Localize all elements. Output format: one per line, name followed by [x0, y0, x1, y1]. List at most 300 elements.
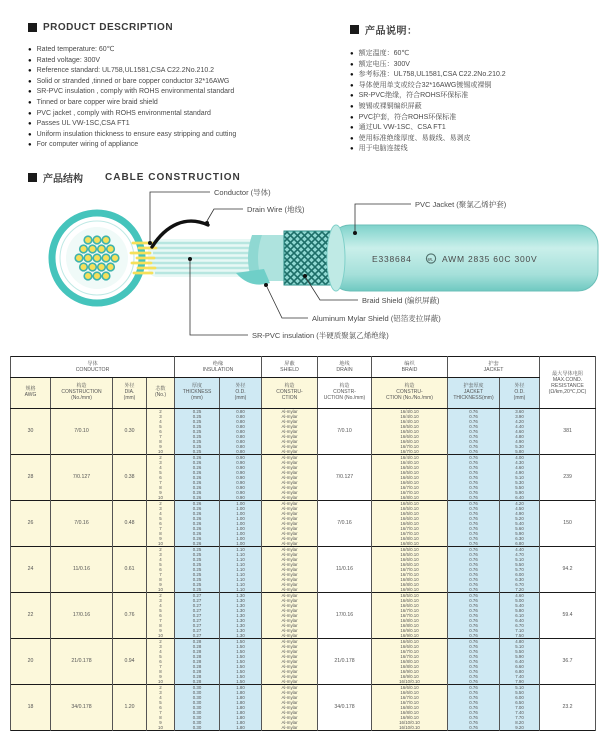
jacket-od-cell: 5.00: [500, 598, 540, 603]
description-item-cn: [350, 113, 588, 124]
description-section: [28, 22, 588, 155]
shield-construction-cell: Al-mylar: [262, 449, 318, 455]
column-sub-header: 构造 CONSTR- UCTION (No./mm): [318, 378, 372, 409]
insulation-od-cell: 0.80: [220, 424, 262, 429]
insulation-thickness-cell: 0.25: [175, 562, 220, 567]
drain-construction-cell: 7/0.127: [318, 455, 372, 501]
insulation-od-cell: 1.50: [220, 669, 262, 674]
conductor-dia-cell: 0.94: [113, 639, 147, 685]
shield-construction-cell: Al-mylar: [262, 613, 318, 618]
insulation-thickness-cell: 0.28: [175, 664, 220, 669]
jacket-thickness-cell: 0.76: [448, 603, 500, 608]
description-item: [28, 66, 350, 77]
drain-construction-cell: 7/0.10: [318, 409, 372, 455]
jacket-thickness-cell: 0.76: [448, 700, 500, 705]
shield-construction-cell: Al-mylar: [262, 659, 318, 664]
description-item-cn: [350, 123, 588, 134]
bullet-text: PVC jacket , comply with ROHS environmental standard: [36, 109, 211, 117]
insulation-thickness-cell: 0.25: [175, 449, 220, 455]
description-item-cn: [350, 102, 588, 113]
insulation-od-cell: 1.10: [220, 547, 262, 553]
core-count-cell: 6: [147, 705, 175, 710]
shield-construction-cell: Al-mylar: [262, 720, 318, 725]
description-item: [28, 119, 350, 130]
braid-construction-cell: 16/5/0.10: [372, 470, 448, 475]
jacket-thickness-cell: 0.76: [448, 674, 500, 679]
insulation-thickness-cell: 0.26: [175, 526, 220, 531]
insulation-od-cell: 0.90: [220, 460, 262, 465]
jacket-od-cell: 4.40: [500, 547, 540, 553]
jacket-print-spec: AWM 2835 60C 300V: [442, 254, 538, 264]
bullet-text: Reference standard: UL758,UL1581,CSA C22.2No.210.2: [36, 67, 215, 75]
jacket-thickness-cell: 0.76: [448, 460, 500, 465]
insulation-thickness-cell: 0.26: [175, 490, 220, 495]
jacket-thickness-cell: 0.76: [448, 409, 500, 415]
insulation-thickness-cell: 0.26: [175, 470, 220, 475]
braid-construction-cell: 16/7/0.10: [372, 490, 448, 495]
column-sub-header: 构造 CONSTRUCTION (No./mm): [51, 378, 113, 409]
core-count-cell: 10: [147, 587, 175, 593]
insulation-thickness-cell: 0.28: [175, 679, 220, 685]
bullet-icon: ●: [350, 146, 354, 153]
awg-cell: 30: [11, 409, 51, 455]
jacket-thickness-cell: 0.76: [448, 659, 500, 664]
jacket-od-cell: 5.50: [500, 485, 540, 490]
jacket-od-cell: 5.80: [500, 449, 540, 455]
resistance-header: 最大导体电阻 MAX.COND. RESISTANCE (Ω/km,20℃,DC): [540, 357, 596, 409]
jacket-od-cell: 7.10: [500, 628, 540, 633]
jacket-thickness-cell: 0.76: [448, 480, 500, 485]
insulation-thickness-cell: 0.27: [175, 603, 220, 608]
bullet-text: 镀锡或裸铜编织屏蔽: [358, 102, 422, 110]
column-sub-header: 规格 AWG: [11, 378, 51, 409]
braid-construction-cell: 16/8/0.10: [372, 577, 448, 582]
braid-construction-cell: 16/5/0.10: [372, 506, 448, 511]
bullet-text: 导体使用单支或绞合32*16AWG镀锡或裸铜: [358, 81, 492, 89]
shield-construction-cell: Al-mylar: [262, 419, 318, 424]
insulation-thickness-cell: 0.25: [175, 439, 220, 444]
jacket-od-cell: 3.60: [500, 409, 540, 415]
jacket-od-cell: 6.30: [500, 577, 540, 582]
jacket-thickness-cell: 0.76: [448, 695, 500, 700]
jacket-thickness-cell: 0.76: [448, 649, 500, 654]
pvc-jacket-label: PVC Jacket (聚氯乙烯护套): [415, 200, 507, 209]
insulation-od-cell: 1.00: [220, 501, 262, 507]
max-resistance-cell: 59.4: [540, 593, 596, 639]
jacket-od-cell: 5.10: [500, 475, 540, 480]
shield-construction-cell: Al-mylar: [262, 495, 318, 501]
braid-construction-cell: 16/5/0.10: [372, 552, 448, 557]
jacket-od-cell: 4.40: [500, 424, 540, 429]
column-sub-header: 构造 CONSTRU- CTION (No./No./mm): [372, 378, 448, 409]
shield-construction-cell: Al-mylar: [262, 654, 318, 659]
shield-construction-cell: Al-mylar: [262, 705, 318, 710]
jacket-thickness-cell: 0.76: [448, 419, 500, 424]
insulation-thickness-cell: 0.26: [175, 511, 220, 516]
braid-construction-cell: 16/7/0.10: [372, 649, 448, 654]
bullet-text: 使用标准绝缘厚度、易裁线、易剥皮: [358, 134, 471, 142]
shield-construction-cell: Al-mylar: [262, 409, 318, 415]
drain-construction-cell: 34/0.178: [318, 685, 372, 731]
jacket-od-cell: 6.10: [500, 613, 540, 618]
jacket-od-cell: 5.70: [500, 567, 540, 572]
shield-construction-cell: Al-mylar: [262, 618, 318, 623]
jacket-thickness-cell: 0.76: [448, 720, 500, 725]
jacket-thickness-cell: 0.76: [448, 628, 500, 633]
awg-cell: 26: [11, 501, 51, 547]
braid-construction-cell: 16/5/0.10: [372, 465, 448, 470]
shield-construction-cell: Al-mylar: [262, 567, 318, 572]
shield-construction-cell: Al-mylar: [262, 516, 318, 521]
core-count-cell: 8: [147, 531, 175, 536]
braid-construction-cell: 16/9/0.10: [372, 715, 448, 720]
braid-construction-cell: 16/4/0.10: [372, 455, 448, 461]
jacket-od-cell: 5.50: [500, 690, 540, 695]
conductor-construction-cell: 34/0.178: [51, 685, 113, 731]
jacket-thickness-cell: 0.76: [448, 725, 500, 731]
column-sub-header: 护套厚度 JACKET THICKNESS(mm): [448, 378, 500, 409]
square-bullet-icon: [28, 23, 37, 32]
jacket-thickness-cell: 0.76: [448, 511, 500, 516]
jacket-od-cell: 5.40: [500, 603, 540, 608]
shield-construction-cell: Al-mylar: [262, 715, 318, 720]
bullet-text: Rated temperature: 60℃: [36, 46, 115, 53]
braid-construction-cell: 16/10/0.10: [372, 720, 448, 725]
insulation-thickness-cell: 0.28: [175, 659, 220, 664]
braid-construction-cell: 16/7/0.10: [372, 567, 448, 572]
braid-construction-cell: 16/9/0.10: [372, 669, 448, 674]
braid-construction-cell: 16/6/0.10: [372, 603, 448, 608]
bullet-icon: ●: [28, 78, 32, 85]
jacket-thickness-cell: 0.76: [448, 429, 500, 434]
core-count-cell: 5: [147, 608, 175, 613]
braid-construction-cell: 16/7/0.10: [372, 572, 448, 577]
jacket-od-cell: 6.60: [500, 664, 540, 669]
insulation-thickness-cell: 0.26: [175, 516, 220, 521]
insulation-od-cell: 1.00: [220, 506, 262, 511]
jacket-od-cell: 7.70: [500, 715, 540, 720]
drain-construction-cell: 7/0.16: [318, 501, 372, 547]
max-resistance-cell: 239: [540, 455, 596, 501]
shield-construction-cell: Al-mylar: [262, 460, 318, 465]
jacket-od-cell: 4.20: [500, 419, 540, 424]
jacket-od-cell: 5.30: [500, 480, 540, 485]
square-bullet-icon: [28, 173, 37, 182]
bullet-icon: ●: [350, 82, 354, 89]
jacket-od-cell: 5.10: [500, 685, 540, 691]
insulation-thickness-cell: 0.26: [175, 480, 220, 485]
insulation-od-cell: 0.90: [220, 475, 262, 480]
conductor-dia-cell: 0.38: [113, 455, 147, 501]
insulation-thickness-cell: 0.26: [175, 485, 220, 490]
jacket-thickness-cell: 0.76: [448, 501, 500, 507]
insulation-thickness-cell: 0.25: [175, 552, 220, 557]
jacket-thickness-cell: 0.76: [448, 679, 500, 685]
jacket-thickness-cell: 0.76: [448, 424, 500, 429]
insulation-thickness-cell: 0.25: [175, 424, 220, 429]
braid-construction-cell: 16/4/0.10: [372, 460, 448, 465]
jacket-od-cell: 4.00: [500, 455, 540, 461]
braid-construction-cell: 16/7/0.10: [372, 531, 448, 536]
insulation-thickness-cell: 0.28: [175, 674, 220, 679]
insulation-od-cell: 1.10: [220, 577, 262, 582]
braid-construction-cell: 16/5/0.10: [372, 593, 448, 599]
insulation-od-cell: 1.30: [220, 613, 262, 618]
awg-cell: 20: [11, 639, 51, 685]
jacket-od-cell: 9.20: [500, 725, 540, 731]
insulation-od-cell: 1.50: [220, 674, 262, 679]
bullet-icon: ●: [28, 89, 32, 96]
jacket-thickness-cell: 0.76: [448, 639, 500, 645]
core-count-cell: 5: [147, 700, 175, 705]
core-count-cell: 10: [147, 449, 175, 455]
shield-construction-cell: Al-mylar: [262, 557, 318, 562]
braid-construction-cell: 16/8/0.10: [372, 659, 448, 664]
column-sub-header: 芯数 (No.): [147, 378, 175, 409]
jacket-thickness-cell: 0.76: [448, 577, 500, 582]
description-item: [28, 56, 350, 67]
shield-construction-cell: Al-mylar: [262, 429, 318, 434]
insulation-od-cell: 0.90: [220, 470, 262, 475]
bullet-text: Rated voltage: 300V: [36, 56, 101, 64]
insulation-od-cell: 1.30: [220, 593, 262, 599]
cable-side-view: [131, 221, 598, 291]
jacket-thickness-cell: 0.76: [448, 582, 500, 587]
sr-pvc-insulation-label: SR-PVC insulation (半硬质聚氯乙烯绝缘): [252, 331, 389, 340]
jacket-thickness-cell: 0.76: [448, 552, 500, 557]
jacket-od-cell: 8.20: [500, 720, 540, 725]
insulation-od-cell: 1.80: [220, 690, 262, 695]
column-group-header: 导体 CONDUCTOR: [11, 357, 175, 378]
core-count-cell: 9: [147, 674, 175, 679]
jacket-thickness-cell: 0.76: [448, 587, 500, 593]
jacket-thickness-cell: 0.76: [448, 593, 500, 599]
bullet-icon: ●: [28, 142, 32, 149]
core-count-cell: 10: [147, 633, 175, 639]
core-count-cell: 4: [147, 557, 175, 562]
insulation-thickness-cell: 0.26: [175, 455, 220, 461]
conductor-dia-cell: 1.20: [113, 685, 147, 731]
insulation-od-cell: 0.80: [220, 414, 262, 419]
jacket-od-cell: 7.20: [500, 587, 540, 593]
jacket-thickness-cell: 0.76: [448, 664, 500, 669]
jacket-od-cell: 4.90: [500, 439, 540, 444]
jacket-thickness-cell: 0.76: [448, 465, 500, 470]
insulation-thickness-cell: 0.28: [175, 669, 220, 674]
insulation-thickness-cell: 0.26: [175, 460, 220, 465]
braid-construction-cell: 16/4/0.10: [372, 414, 448, 419]
description-item-cn: [350, 91, 588, 102]
jacket-thickness-cell: 0.76: [448, 669, 500, 674]
core-count-cell: 3: [147, 506, 175, 511]
braid-construction-cell: 16/6/0.10: [372, 557, 448, 562]
shield-construction-cell: Al-mylar: [262, 475, 318, 480]
awg-cell: 24: [11, 547, 51, 593]
jacket-thickness-cell: 0.76: [448, 562, 500, 567]
insulation-od-cell: 1.30: [220, 618, 262, 623]
description-item: [28, 77, 350, 88]
core-count-cell: 10: [147, 541, 175, 547]
core-count-cell: 10: [147, 679, 175, 685]
jacket-od-cell: 7.50: [500, 633, 540, 639]
jacket-od-cell: 5.50: [500, 562, 540, 567]
mylar-shield-label: Aluminum Mylar Shield (铝箔麦拉屏蔽): [312, 314, 441, 323]
description-item: [28, 87, 350, 98]
braid-construction-cell: 16/6/0.10: [372, 439, 448, 444]
jacket-od-cell: 5.50: [500, 649, 540, 654]
jacket-thickness-cell: 0.76: [448, 654, 500, 659]
bullet-text: 额定温度：60℃: [358, 50, 410, 57]
description-item-cn: [350, 60, 588, 71]
braid-construction-cell: 16/7/0.10: [372, 613, 448, 618]
jacket-od-cell: 6.40: [500, 618, 540, 623]
core-count-cell: 4: [147, 603, 175, 608]
bullet-text: For computer wiring of appliance: [36, 141, 139, 149]
insulation-od-cell: 1.10: [220, 582, 262, 587]
description-item-cn: [350, 134, 588, 145]
shield-construction-cell: Al-mylar: [262, 587, 318, 593]
insulation-thickness-cell: 0.27: [175, 623, 220, 628]
insulation-od-cell: 0.90: [220, 490, 262, 495]
shield-construction-cell: Al-mylar: [262, 582, 318, 587]
jacket-thickness-cell: 0.76: [448, 414, 500, 419]
core-count-cell: 3: [147, 552, 175, 557]
jacket-thickness-cell: 0.76: [448, 449, 500, 455]
jacket-od-cell: 6.40: [500, 495, 540, 501]
insulation-thickness-cell: 0.30: [175, 720, 220, 725]
insulation-od-cell: 1.50: [220, 639, 262, 645]
awg-cell: 18: [11, 685, 51, 731]
insulation-od-cell: 1.30: [220, 598, 262, 603]
jacket-od-cell: 5.40: [500, 521, 540, 526]
square-bullet-icon: [350, 25, 359, 34]
shield-construction-cell: Al-mylar: [262, 444, 318, 449]
core-count-cell: 3: [147, 644, 175, 649]
braid-construction-cell: 16/7/0.10: [372, 526, 448, 531]
jacket-thickness-cell: 0.76: [448, 567, 500, 572]
description-item: [28, 45, 350, 56]
column-group-header: 绝缘 INSULATION: [175, 357, 262, 378]
column-sub-header: 厚度 THICKNESS (mm): [175, 378, 220, 409]
jacket-od-cell: 5.90: [500, 654, 540, 659]
insulation-thickness-cell: 0.26: [175, 501, 220, 507]
insulation-thickness-cell: 0.28: [175, 644, 220, 649]
section-title: PRODUCT DESCRIPTION: [43, 22, 174, 33]
shield-construction-cell: Al-mylar: [262, 593, 318, 599]
insulation-thickness-cell: 0.25: [175, 567, 220, 572]
braid-construction-cell: 16/7/0.10: [372, 695, 448, 700]
braid-construction-cell: 16/9/0.10: [372, 587, 448, 593]
core-count-cell: 8: [147, 715, 175, 720]
jacket-od-cell: 4.70: [500, 552, 540, 557]
insulation-thickness-cell: 0.30: [175, 700, 220, 705]
insulation-od-cell: 1.10: [220, 567, 262, 572]
jacket-thickness-cell: 0.76: [448, 485, 500, 490]
core-count-cell: 6: [147, 567, 175, 572]
core-count-cell: 6: [147, 475, 175, 480]
core-count-cell: 9: [147, 490, 175, 495]
shield-construction-cell: Al-mylar: [262, 501, 318, 507]
bullet-icon: ●: [350, 125, 354, 132]
core-count-cell: 9: [147, 582, 175, 587]
insulated-cores: [149, 243, 258, 273]
core-count-cell: 6: [147, 659, 175, 664]
insulation-thickness-cell: 0.26: [175, 465, 220, 470]
jacket-od-cell: 5.90: [500, 490, 540, 495]
max-resistance-cell: 23.2: [540, 685, 596, 731]
shield-construction-cell: Al-mylar: [262, 725, 318, 731]
core-count-cell: 8: [147, 577, 175, 582]
jacket-thickness-cell: 0.76: [448, 470, 500, 475]
shield-construction-cell: Al-mylar: [262, 644, 318, 649]
core-count-cell: 3: [147, 414, 175, 419]
shield-construction-cell: Al-mylar: [262, 434, 318, 439]
drain-construction-cell: 11/0.16: [318, 547, 372, 593]
braid-construction-cell: 16/6/0.10: [372, 562, 448, 567]
insulation-od-cell: 1.10: [220, 587, 262, 593]
insulation-od-cell: 0.80: [220, 409, 262, 415]
conductor-dia-cell: 0.76: [113, 593, 147, 639]
core-count-cell: 9: [147, 720, 175, 725]
insulation-od-cell: 0.80: [220, 419, 262, 424]
bullet-icon: ●: [350, 135, 354, 142]
shield-construction-cell: Al-mylar: [262, 598, 318, 603]
core-count-cell: 4: [147, 419, 175, 424]
insulation-od-cell: 1.80: [220, 685, 262, 691]
braid-construction-cell: 16/5/0.10: [372, 547, 448, 553]
core-count-cell: 2: [147, 409, 175, 415]
jacket-thickness-cell: 0.76: [448, 685, 500, 691]
conductor-construction-cell: 7/0.10: [51, 409, 113, 455]
insulation-thickness-cell: 0.25: [175, 587, 220, 593]
insulation-thickness-cell: 0.30: [175, 710, 220, 715]
conductor-dia-cell: 0.48: [113, 501, 147, 547]
braid-construction-cell: 16/8/0.10: [372, 623, 448, 628]
core-count-cell: 5: [147, 562, 175, 567]
spec-table: [10, 356, 596, 731]
jacket-od-cell: 6.00: [500, 695, 540, 700]
awg-cell: 22: [11, 593, 51, 639]
core-count-cell: 2: [147, 685, 175, 691]
bullet-text: 额定电压：300V: [358, 60, 410, 68]
insulation-thickness-cell: 0.30: [175, 690, 220, 695]
insulation-od-cell: 1.10: [220, 572, 262, 577]
bullet-icon: ●: [350, 103, 354, 110]
shield-construction-cell: Al-mylar: [262, 572, 318, 577]
core-count-cell: 7: [147, 618, 175, 623]
bullet-icon: ●: [28, 68, 32, 75]
insulation-thickness-cell: 0.25: [175, 547, 220, 553]
core-count-cell: 4: [147, 465, 175, 470]
jacket-thickness-cell: 0.76: [448, 521, 500, 526]
insulation-thickness-cell: 0.26: [175, 541, 220, 547]
product-description-cn: [350, 22, 588, 155]
shield-construction-cell: Al-mylar: [262, 526, 318, 531]
braid-construction-cell: 16/7/0.10: [372, 444, 448, 449]
core-count-cell: 10: [147, 725, 175, 731]
insulation-od-cell: 1.30: [220, 603, 262, 608]
insulation-thickness-cell: 0.26: [175, 536, 220, 541]
insulation-thickness-cell: 0.27: [175, 598, 220, 603]
core-count-cell: 7: [147, 526, 175, 531]
shield-construction-cell: Al-mylar: [262, 455, 318, 461]
jacket-od-cell: 7.40: [500, 710, 540, 715]
jacket-od-cell: 5.30: [500, 444, 540, 449]
column-group-header: 护套 JACKET: [448, 357, 540, 378]
insulation-od-cell: 1.30: [220, 623, 262, 628]
insulation-od-cell: 1.50: [220, 659, 262, 664]
product-description-list: [28, 45, 350, 151]
